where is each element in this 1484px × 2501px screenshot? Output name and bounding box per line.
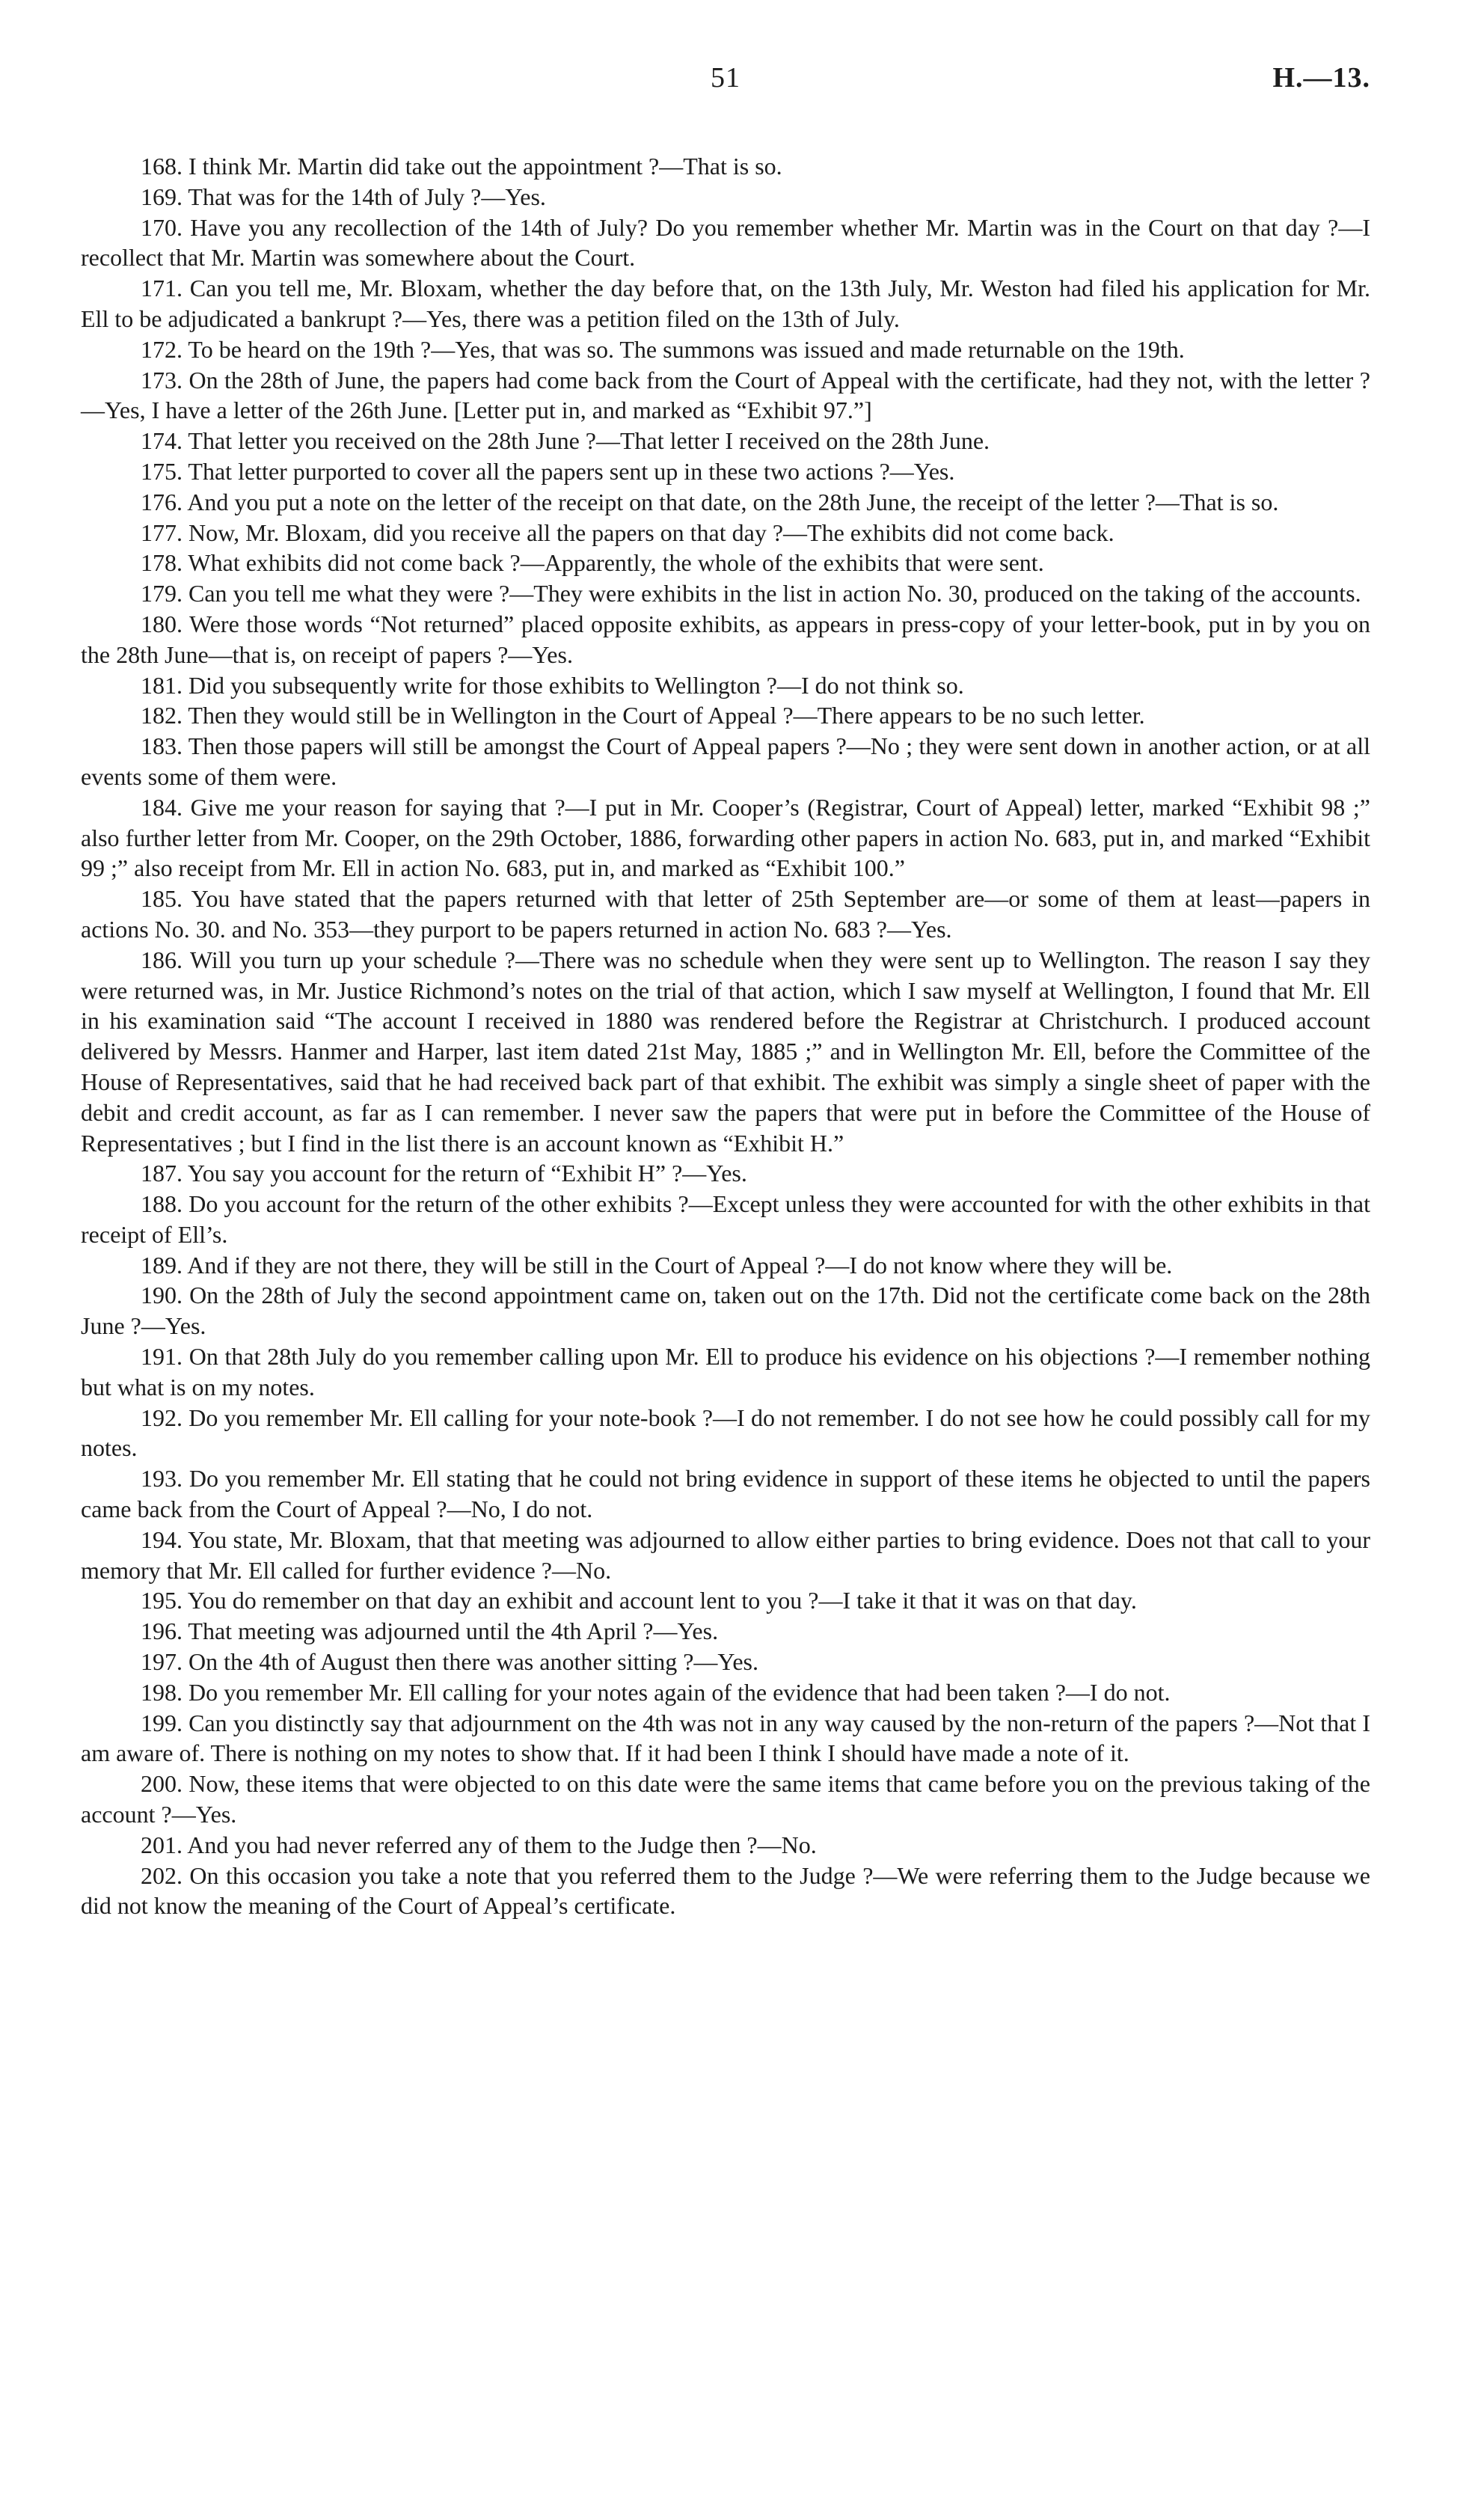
question-178: 178. What exhibits did not come back ?—Apparently, the whole of the exhibits that were sent. <box>141 549 1044 577</box>
question-198: 198. Do you remember Mr. Ell calling for your notes again of the evidence that had been taken ?—I do not. <box>141 1678 1171 1706</box>
question-188: 188. Do you account for the return of the other exhibits ?—Except unless they were accounted for with the other exhibits in that receipt of Ell’s. <box>81 1190 1370 1248</box>
question-185: 185. You have stated that the papers returned with that letter of 25th September are—or some of them at least—papers in actions No. 30. and No. 353—they purport to be papers returned in action No. 683 ?—Yes. <box>81 885 1370 943</box>
question-173: 173. On the 28th of June, the papers had come back from the Court of Appeal with the certificate, had they not, with the letter ?—Yes, I have a letter of the 26th June. [Letter put in, and marked as “Exhibit 97.”] <box>81 366 1370 424</box>
question-200: 200. Now, these items that were objected to on this date were the same items that came before you on the previous taking of the account ?—Yes. <box>81 1770 1370 1828</box>
question-181: 181. Did you subsequently write for those exhibits to Wellington ?—I do not think so. <box>141 671 964 699</box>
question-170: 170. Have you any recollection of the 14th of July? Do you remember whether Mr. Martin was in the Court on that day ?—I recollect that Mr. Martin was somewhere about the Court. <box>81 213 1370 272</box>
question-186: 186. Will you turn up your schedule ?—There was no schedule when they were sent up to Wellington. The reason I say they were returned was, in Mr. Justice Richmond’s notes on the trial of that action, which I saw myself at Wellington, I found that Mr. Ell in his examination said “The account I received in 1880 was rendered before the Registrar at Christchurch. I produced account delivered by Messrs. Hanmer and Harper, last item dated 21st May, 1885 ;” and in Wellington Mr. Ell, before the Committee of the House of Representatives, said that he had received back part of that exhibit. The exhibit was simply a single sheet of paper with the debit and credit account, as far as I can remember. I never saw the papers that were put in before the Committee of the House of Representatives ; but I find in the list there is an account known as “Exhibit H.” <box>81 946 1370 1157</box>
question-193: 193. Do you remember Mr. Ell stating that he could not bring evidence in support of these items he objected to until the papers came back from the Court of Appeal ?—No, I do not. <box>81 1465 1370 1523</box>
question-194: 194. You state, Mr. Bloxam, that that meeting was adjourned to allow either parties to bring evidence. Does not that call to your memory that Mr. Ell called for further evidence ?—No. <box>81 1525 1370 1584</box>
question-168: 168. I think Mr. Martin did take out the appointment ?—That is so. <box>141 153 782 180</box>
question-191: 191. On that 28th July do you remember calling upon Mr. Ell to produce his evidence on his objections ?—I remember nothing but what is on my notes. <box>81 1343 1370 1401</box>
document-page <box>81 61 1370 1921</box>
question-202: 202. On this occasion you take a note that you referred them to the Judge ?—We were referring them to the Judge because we did not know the meaning of the Court of Appeal’s certificate. <box>81 1861 1370 1920</box>
question-175: 175. That letter purported to cover all the papers sent up in these two actions ?—Yes. <box>141 457 955 485</box>
question-192: 192. Do you remember Mr. Ell calling for your note-book ?—I do not remember. I do not see how he could possibly call for my notes. <box>81 1403 1370 1462</box>
document-reference: H.—13. <box>1272 62 1370 94</box>
page-number: 51 <box>711 62 741 94</box>
question-190: 190. On the 28th of July the second appointment came on, taken out on the 17th. Did not the certificate come back on the 28th June ?—Yes. <box>81 1282 1370 1340</box>
question-171: 171. Can you tell me, Mr. Bloxam, whether the day before that, on the 13th July, Mr. Weston had filed his application for Mr. Ell to be adjudicated a bankrupt ?—Yes, there was a petition filed on the 13th of July. <box>81 275 1370 332</box>
question-189: 189. And if they are not there, they will be still in the Court of Appeal ?—I do not know where they will be. <box>141 1251 1173 1279</box>
question-183: 183. Then those papers will still be amongst the Court of Appeal papers ?—No ; they were sent down in another action, or at all events some of them were. <box>81 732 1370 790</box>
question-195: 195. You do remember on that day an exhibit and account lent to you ?—I take it that it was on that day. <box>141 1587 1137 1614</box>
question-201: 201. And you had never referred any of them to the Judge then ?—No. <box>141 1831 817 1858</box>
question-177: 177. Now, Mr. Bloxam, did you receive all the papers on that day ?—The exhibits did not come back. <box>141 518 1114 546</box>
question-187: 187. You say you account for the return of “Exhibit H” ?—Yes. <box>141 1160 747 1187</box>
question-184: 184. Give me your reason for saying that ?—I put in Mr. Cooper’s (Registrar, Court of Appeal) letter, marked “Exhibit 98 ;” also further letter from Mr. Cooper, on the 29th October, 1886, forwarding other papers in action No. 683, put in, and marked “Exhibit 99 ;” also receipt from Mr. Ell in action No. 683, put in, and marked as “Exhibit 100.” <box>81 793 1370 882</box>
evidence-transcript <box>81 151 1370 1921</box>
question-169: 169. That was for the 14th of July ?—Yes. <box>141 183 546 210</box>
question-199: 199. Can you distinctly say that adjournment on the 4th was not in any way caused by the non-return of the papers ?—Not that I am aware of. There is nothing on my notes to show that. If it had been I think I should have made a note of it. <box>81 1709 1370 1767</box>
page-header <box>81 61 1370 114</box>
question-197: 197. On the 4th of August then there was another sitting ?—Yes. <box>141 1648 758 1676</box>
question-182: 182. Then they would still be in Wellington in the Court of Appeal ?—There appears to be no such letter. <box>141 702 1145 729</box>
question-179: 179. Can you tell me what they were ?—They were exhibits in the list in action No. 30, produced on the taking of the accounts. <box>141 580 1361 607</box>
question-172: 172. To be heard on the 19th ?—Yes, that was so. The summons was issued and made returnable on the 19th. <box>141 335 1185 363</box>
question-180: 180. Were those words “Not returned” placed opposite exhibits, as appears in press-copy of your letter-book, put in by you on the 28th June—that is, on receipt of papers ?—Yes. <box>81 610 1370 668</box>
question-174: 174. That letter you received on the 28th June ?—That letter I received on the 28th June. <box>141 427 990 455</box>
question-176: 176. And you put a note on the letter of the receipt on that date, on the 28th June, the receipt of the letter ?—That is so. <box>141 488 1279 515</box>
question-196: 196. That meeting was adjourned until the 4th April ?—Yes. <box>141 1617 719 1645</box>
